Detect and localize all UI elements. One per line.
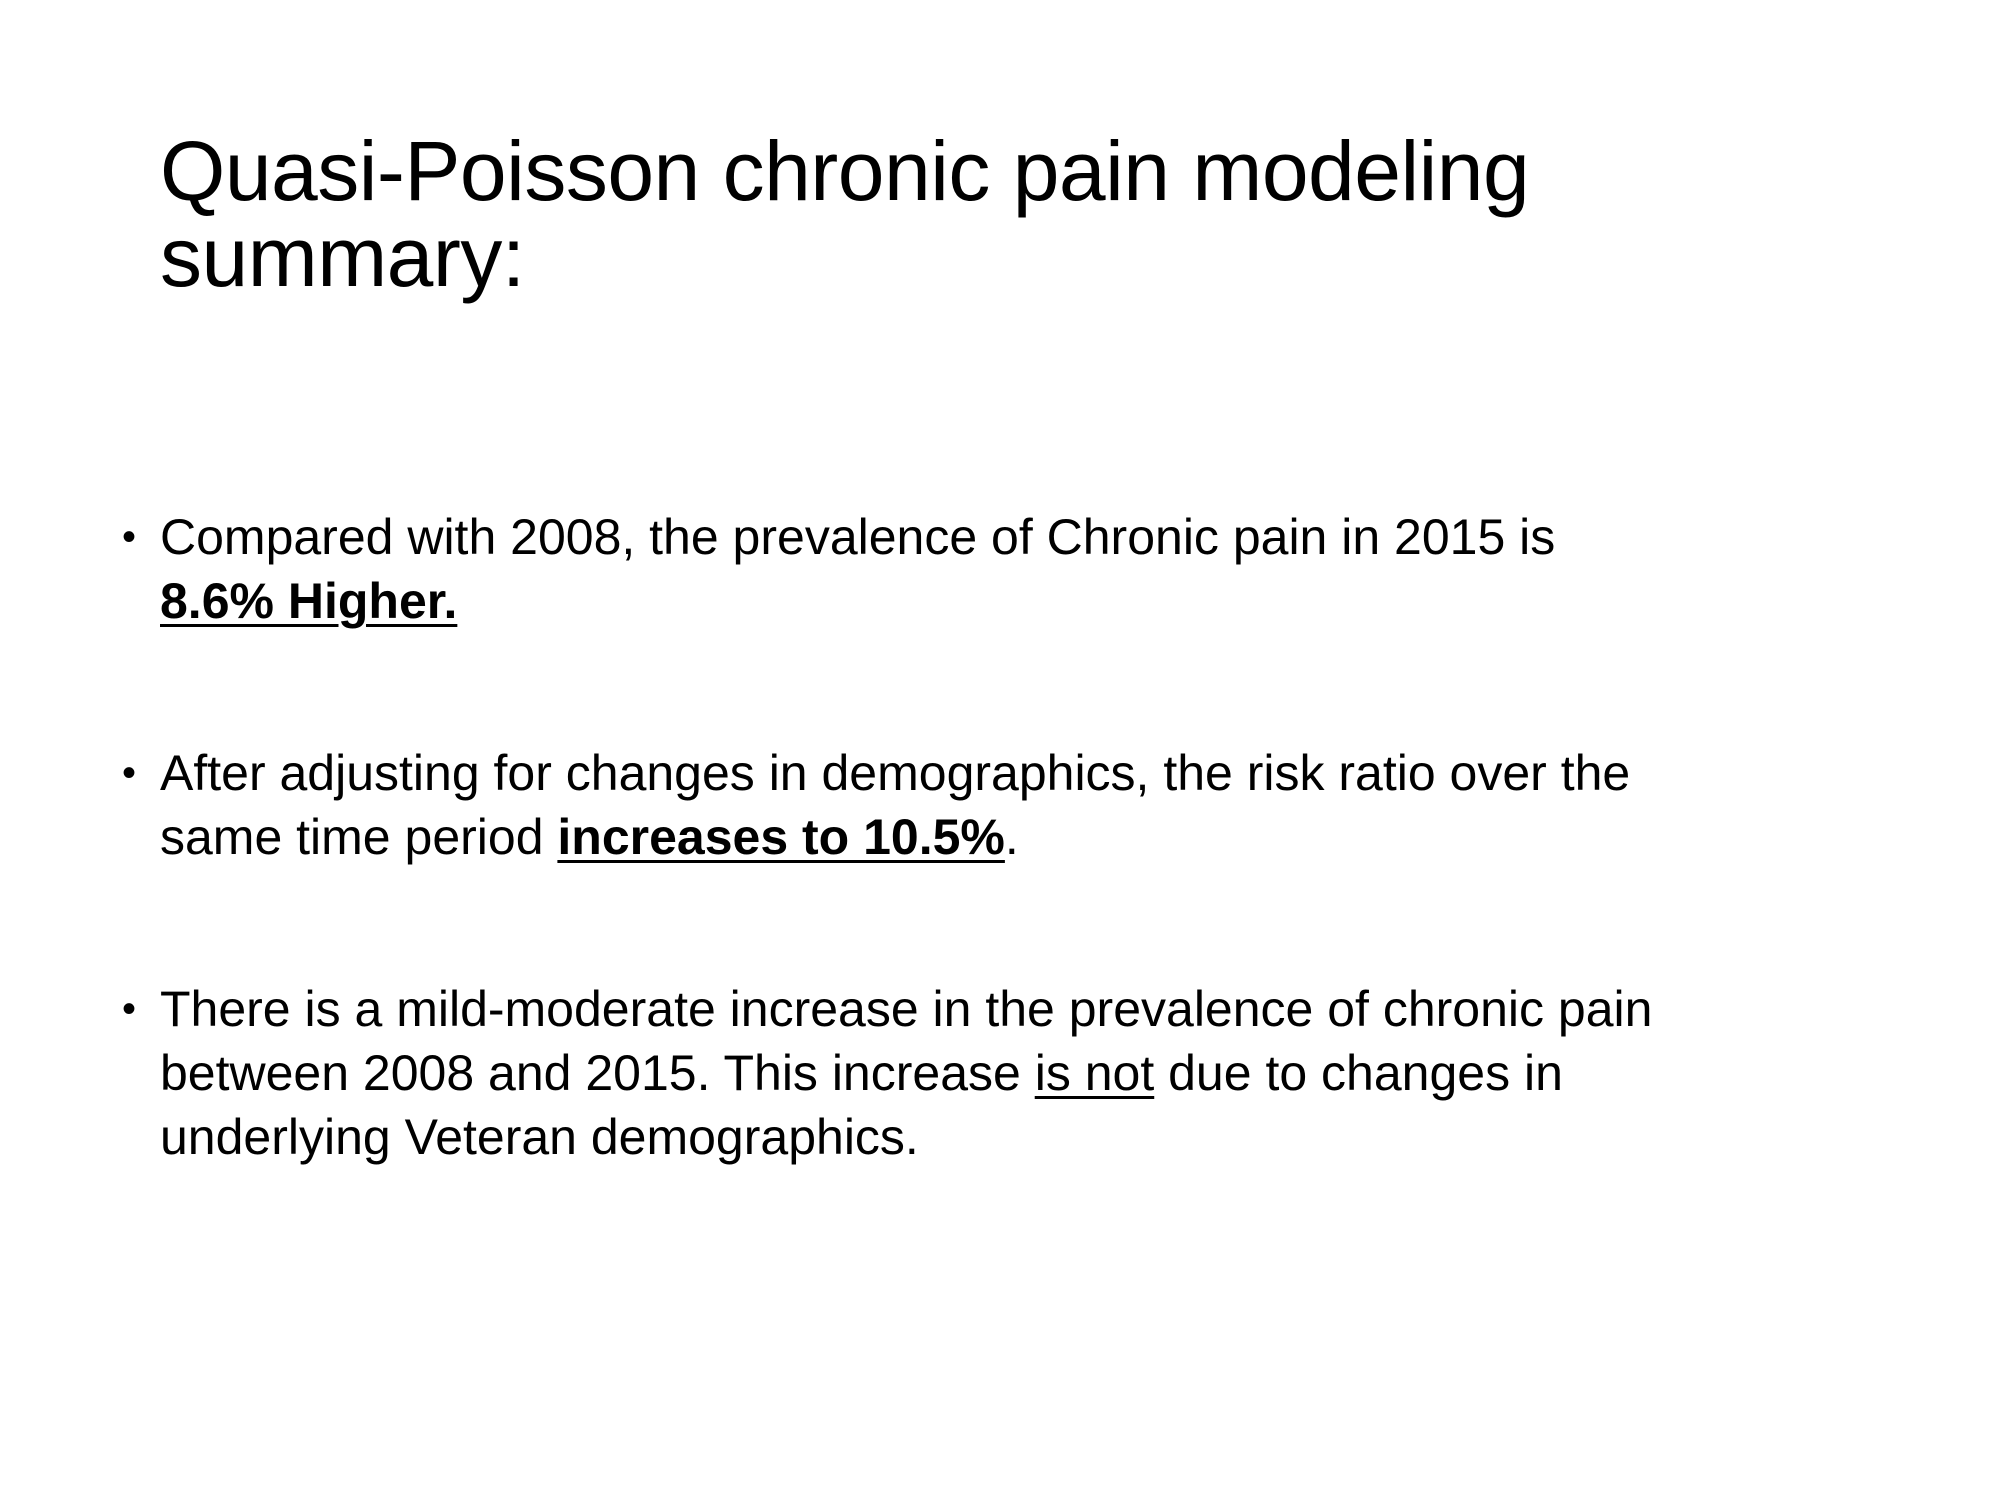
bullet-icon: • <box>122 751 137 795</box>
bullet-text-after: due to changes in underlying Veteran demographics. <box>160 1045 1563 1165</box>
bullet-list <box>122 505 1800 1169</box>
bullet-emphasis: 8.6% Higher. <box>160 573 458 629</box>
bullet-icon: • <box>122 515 137 559</box>
bullet-emphasis: increases to 10.5% <box>557 809 1005 865</box>
bullet-item <box>122 977 1720 1169</box>
bullet-text-after: . <box>1004 809 1019 865</box>
bullet-item <box>122 741 1760 869</box>
bullet-underlined: is not <box>1034 1045 1155 1101</box>
bullet-text: Compared with 2008, the prevalence of Chronic pain in 2015 is <box>160 509 1556 565</box>
bullet-icon: • <box>122 987 137 1031</box>
slide-title: Quasi-Poisson chronic pain modeling summary: <box>160 124 1530 304</box>
bullet-text: There is a mild-moderate increase in the prevalence of chronic pain between 2008 and 2015. This increase <box>160 981 1653 1101</box>
bullet-text: After adjusting for changes in demographics, the risk ratio over the same time period <box>160 745 1631 865</box>
bullet-item <box>122 505 1720 633</box>
